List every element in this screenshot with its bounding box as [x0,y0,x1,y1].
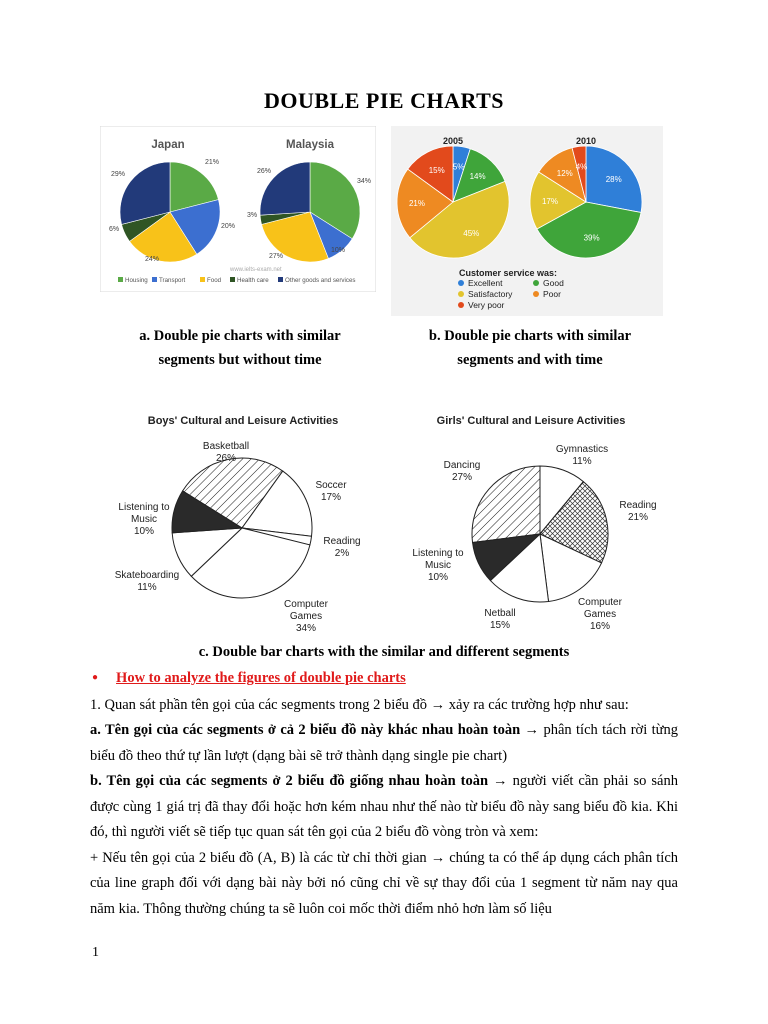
paragraph-1: 1. Quan sát phần tên gọi của các segments trong 2 biểu đồ → xảy ra các trường hợp như sau: [90,696,629,713]
girls-label-computer-games: Computer Games 16% [578,597,622,632]
year-2005-title: 2005 [442,136,464,146]
boys-label-basketball: Basketball 26% [202,441,250,464]
boys-chart-title: Boys' Cultural and Leisure Activities [147,415,339,427]
chart-a-japan-malaysia [100,126,376,292]
label-2005-satisfactory: 45% [463,229,480,238]
japan-label-health-care: 6% [108,226,120,233]
boys-pie [172,458,312,598]
legend-dot-poor [533,291,539,297]
malaysia-label-health-care: 3% [246,212,258,219]
legend-label-good: Good [543,278,564,288]
analysis-heading-text: How to analyze the figures of double pie charts [116,670,406,686]
page-number: 1 [92,945,99,960]
pie-slice-dancing [472,466,540,543]
japan-label-housing: 21% [204,159,220,166]
paragraph-2-bold: a. Tên gọi của các segments ở cả 2 biểu đồ này khác nhau hoàn toàn [90,722,521,738]
caption-a-line2: segments but without time [158,352,322,368]
japan-label-transport: 20% [220,223,236,230]
legend-label-transport: Transport [159,277,186,284]
legend-label-other-goods-and-services: Other goods and services [285,277,356,284]
label-2005-good: 14% [469,171,486,181]
year-2005-pie [397,146,509,258]
label-2005-very-poor: 15% [428,165,445,175]
caption-a-line1: a. Double pie charts with similar [139,328,341,344]
watermark: www.ielts-exam.net [230,267,282,273]
legend-dot-very-poor [458,302,464,308]
girls-label-reading: Reading 21% [619,500,657,523]
year-2010-title: 2010 [575,136,597,146]
legend-swatch-other-goods-and-services [278,277,283,282]
paragraph-3 [90,769,678,846]
legend-label-poor: Poor [543,289,561,299]
paragraph-4: + Nếu tên gọi của 2 biểu đồ (A, B) là các từ chỉ thời gian → chúng ta có thể áp dụng cách phân tích của line graph đối với dạng bài này bởi nó cũng chỉ về sự thay đổi của 1 segment từ năm nay qua năm kia. Thông thường chúng ta sẽ luôn coi mốc thời điểm nhỏ hơn làm số liệu [90,849,678,917]
caption-b-line1: b. Double pie charts with similar [428,328,632,344]
page-title: DOUBLE PIE CHARTS [264,88,504,113]
body-section [90,666,678,922]
japan-label-food: 24% [144,256,160,263]
boys-label-listening-to-music: Listening to Music 10% [118,502,170,537]
caption-c: c. Double bar charts with the similar and different segments [198,644,570,660]
chart-c-girls [400,406,670,638]
paragraph-2 [90,718,678,769]
legend-label-satisfactory: Satisfactory [468,289,513,299]
legend-dot-excellent [458,280,464,286]
japan-title: Japan [151,139,185,151]
year-2010-pie [530,146,642,258]
legend-label-housing: Housing [125,277,148,284]
label-2010-good: 39% [583,233,600,243]
girls-label-netball: Netball 15% [484,608,516,631]
paragraph-2-rest: → phân tích tách rời từng biểu đồ theo thứ tự lần lượt (dạng bài sẽ trở thành dạng single pie chart) [90,722,678,764]
chart-b-customer-service [391,126,663,316]
label-2010-excellent: 28% [605,175,622,185]
chart-c-boys [100,406,390,638]
legend-label-excellent: Excellent [468,278,503,288]
malaysia-label-transport: 10% [330,247,346,254]
legend-dot-satisfactory [458,291,464,297]
girls-chart-title: Girls' Cultural and Leisure Activities [436,415,626,427]
caption-b-line2: segments and with time [457,352,603,368]
malaysia-label-housing: 34% [356,178,372,185]
japan-label-other-goods-and-services: 29% [110,171,126,178]
bullet-icon: ● [92,672,99,683]
boys-label-reading: Reading 2% [323,536,361,559]
malaysia-label-food: 27% [268,253,284,260]
paragraph-3-rest: → người viết cần phải so sánh được cùng 1 giá trị đã thay đổi hoặc hơn kém nhau như thế nào từ biểu đồ này sang biểu đồ kia. Khi đó, thì người viết sẽ tiếp tục quan sát tên gọi của 2 biểu đồ vòng tròn và xem: [90,773,678,840]
label-2010-satisfactory: 17% [541,196,559,206]
caption-a [110,324,370,372]
boys-label-soccer: Soccer 17% [315,480,347,503]
label-2010-very-poor: 4% [575,162,588,172]
legend-swatch-housing [118,277,123,282]
legend-title: Customer service was: [459,268,558,278]
girls-pie [472,466,608,602]
legend-dot-good [533,280,539,286]
label-2005-poor: 21% [408,199,426,209]
girls-label-listening-to-music: Listening to Music 10% [412,548,464,583]
legend-label-health-care: Health care [237,277,269,284]
analysis-heading [90,666,678,693]
caption-b [400,324,660,372]
malaysia-title: Malaysia [286,139,334,151]
legend-swatch-transport [152,277,157,282]
malaysia-label-other-goods-and-services: 26% [256,168,272,175]
girls-label-dancing: Dancing 27% [443,460,481,483]
label-2005-excellent: 5% [452,162,465,172]
boys-label-skateboarding: Skateboarding 11% [114,570,180,593]
legend-label-very-poor: Very poor [468,300,505,310]
girls-label-gymnastics: Gymnastics 11% [555,444,609,467]
boys-label-computer-games: Computer Games 34% [284,599,328,634]
label-2010-poor: 12% [556,168,573,178]
legend-label-food: Food [207,277,222,284]
legend-swatch-health-care [230,277,235,282]
paragraph-3-bold: b. Tên gọi của các segments ở 2 biểu đồ giống nhau hoàn toàn [90,773,489,789]
legend-swatch-food [200,277,205,282]
